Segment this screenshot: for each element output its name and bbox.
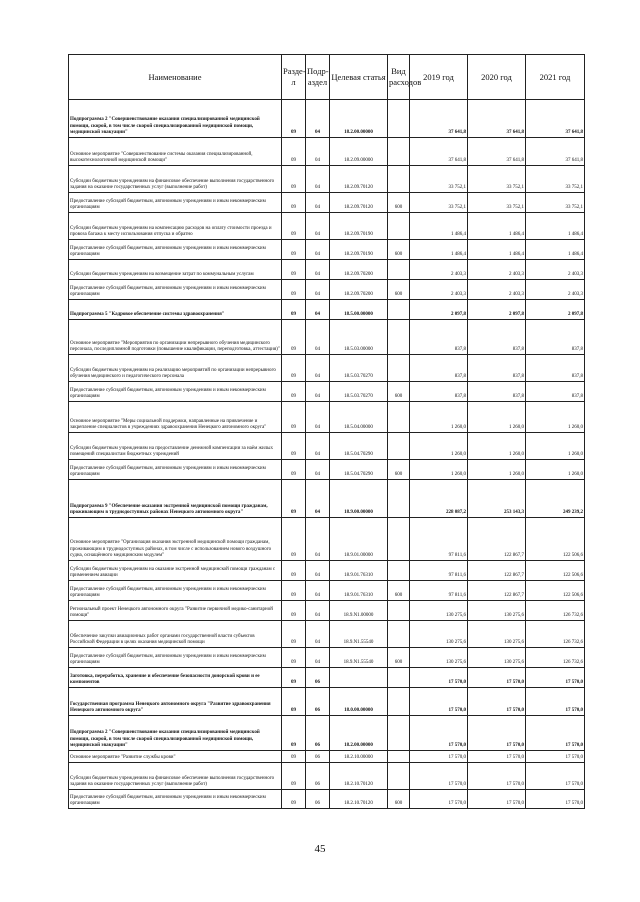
row-2020: 17 570,0 <box>468 790 526 809</box>
row-2020: 33 752,1 <box>468 193 526 213</box>
row-2021: 126 732,6 <box>526 601 585 621</box>
row-target: 18.5.04.00000 <box>330 402 388 433</box>
row-2020: 130 275,6 <box>468 621 526 648</box>
row-razdel: 09 <box>282 213 306 240</box>
row-name: Предоставление субсидий бюджетным, автономным учреждениям и иным некоммерческим организациям <box>69 790 282 809</box>
row-2019: 17 570,0 <box>410 716 468 751</box>
row-vid <box>388 300 410 320</box>
row-vid <box>388 260 410 280</box>
row-vid <box>388 213 410 240</box>
row-podrazdel: 04 <box>306 581 330 601</box>
row-razdel: 09 <box>282 561 306 581</box>
row-razdel: 09 <box>282 240 306 260</box>
row-target: 18.5.04.70290 <box>330 433 388 460</box>
row-2020: 2 097,8 <box>468 300 526 320</box>
row-target: 18.9.01.76310 <box>330 561 388 581</box>
row-target: 18.0.00.00000 <box>330 688 388 716</box>
row-2019: 17 570,0 <box>410 751 468 763</box>
col-header-name: Наименование <box>69 55 282 100</box>
row-name: Основное мероприятие "Мероприятия по организации непрерывного обучения медицинского персонала, последипломной подготовки (повышение квалификации, переподготовка, аттестация)" <box>69 320 282 355</box>
table-row <box>69 138 585 166</box>
row-2020: 37 641,8 <box>468 138 526 166</box>
row-2021: 1 260,0 <box>526 433 585 460</box>
row-2019: 837,8 <box>410 320 468 355</box>
row-2020: 837,8 <box>468 320 526 355</box>
page-number: 45 <box>314 843 326 855</box>
row-2019: 1 260,0 <box>410 402 468 433</box>
row-vid: 600 <box>388 648 410 668</box>
row-vid: 600 <box>388 790 410 809</box>
row-2019: 17 570,0 <box>410 688 468 716</box>
row-target: 18.2.09.70190 <box>330 213 388 240</box>
table-row <box>69 300 585 320</box>
row-vid <box>388 480 410 518</box>
row-2019: 228 087,2 <box>410 480 468 518</box>
row-vid: 600 <box>388 240 410 260</box>
row-podrazdel: 04 <box>306 621 330 648</box>
row-vid <box>388 433 410 460</box>
row-name: Предоставление субсидий бюджетным, автономным учреждениям и иным некоммерческим организациям <box>69 460 282 480</box>
row-2021: 1 486,4 <box>526 213 585 240</box>
row-podrazdel: 04 <box>306 213 330 240</box>
row-name: Субсидии бюджетным учреждениям на предоставление денежной компенсации за наём жилых помещений специалистам бюджетных учреждений <box>69 433 282 460</box>
row-2021: 837,8 <box>526 320 585 355</box>
row-vid: 600 <box>388 581 410 601</box>
row-2021: 2 403,3 <box>526 280 585 300</box>
row-2019: 37 641,8 <box>410 100 468 138</box>
row-target: 18.2.09.70200 <box>330 260 388 280</box>
row-podrazdel: 04 <box>306 100 330 138</box>
row-2021: 37 641,8 <box>526 100 585 138</box>
row-podrazdel: 04 <box>306 320 330 355</box>
row-razdel: 09 <box>282 648 306 668</box>
row-2020: 1 486,4 <box>468 213 526 240</box>
row-vid <box>388 355 410 382</box>
row-2021: 17 570,0 <box>526 688 585 716</box>
row-podrazdel: 04 <box>306 138 330 166</box>
row-podrazdel: 06 <box>306 790 330 809</box>
row-name: Подпрограмма 2 "Совершенствование оказания специализированной медицинской помощи, скорой, в том числе скорой специализированной медицинской помощи, медицинской эвакуации" <box>69 716 282 751</box>
row-razdel: 09 <box>282 581 306 601</box>
row-name: Основное мероприятие "Организация оказания экстренной медицинской помощи гражданам, проживающим в труднодоступных районах, в том числе с использованием нового воздушного судна, оснащённого медицинским модулем" <box>69 518 282 561</box>
row-target: 18.2.09.70120 <box>330 193 388 213</box>
row-2019: 130 275,6 <box>410 648 468 668</box>
row-2020: 130 275,6 <box>468 648 526 668</box>
row-2019: 33 752,1 <box>410 166 468 193</box>
row-2021: 17 570,0 <box>526 751 585 763</box>
row-podrazdel: 04 <box>306 561 330 581</box>
row-name: Подпрограмма 9 "Обеспечение оказания экстренной медицинской помощи гражданам, проживающим в труднодоступных районах Ненецкого автономного округа" <box>69 480 282 518</box>
row-podrazdel: 06 <box>306 751 330 763</box>
row-2020: 1 260,0 <box>468 433 526 460</box>
row-2019: 1 260,0 <box>410 460 468 480</box>
row-razdel: 09 <box>282 193 306 213</box>
col-header-vid: Вид расходов <box>388 55 410 100</box>
row-target: 18.2.10.70120 <box>330 790 388 809</box>
row-podrazdel: 04 <box>306 260 330 280</box>
table-header-row <box>69 55 585 100</box>
row-razdel: 09 <box>282 480 306 518</box>
row-vid: 600 <box>388 382 410 402</box>
row-podrazdel: 04 <box>306 460 330 480</box>
row-name: Подпрограмма 5 "Кадровое обеспечение системы здравоохранения" <box>69 300 282 320</box>
col-header-2019: 2019 год <box>410 55 468 100</box>
col-header-target: Целевая статья <box>330 55 388 100</box>
row-2020: 122 867,7 <box>468 581 526 601</box>
row-razdel: 09 <box>282 402 306 433</box>
table-row <box>69 166 585 193</box>
row-razdel: 09 <box>282 300 306 320</box>
row-2019: 1 486,4 <box>410 240 468 260</box>
row-podrazdel: 06 <box>306 763 330 790</box>
table-row <box>69 601 585 621</box>
row-2021: 126 732,6 <box>526 648 585 668</box>
table-row <box>69 790 585 809</box>
row-name: Предоставление субсидий бюджетным, автономным учреждениям и иным некоммерческим организациям <box>69 280 282 300</box>
row-razdel: 09 <box>282 355 306 382</box>
row-podrazdel: 04 <box>306 280 330 300</box>
row-name: Государственная программа Ненецкого автономного округа "Развитие здравоохранения Ненецкого автономного округа" <box>69 688 282 716</box>
row-2021: 122 506,6 <box>526 561 585 581</box>
row-target: 18.2.00.00000 <box>330 100 388 138</box>
row-2019: 1 486,4 <box>410 213 468 240</box>
table-row <box>69 240 585 260</box>
row-name: Предоставление субсидий бюджетным, автономным учреждениям и иным некоммерческим организациям <box>69 382 282 402</box>
row-2021: 17 570,0 <box>526 668 585 688</box>
row-vid <box>388 138 410 166</box>
table-row <box>69 763 585 790</box>
row-podrazdel: 04 <box>306 355 330 382</box>
row-2021: 1 486,4 <box>526 240 585 260</box>
row-name: Подпрограмма 2 "Совершенствование оказания специализированной медицинской помощи, скорой, в том числе скорой специализированной медицинской помощи, медицинской эвакуации" <box>69 100 282 138</box>
row-2019: 33 752,1 <box>410 193 468 213</box>
row-2020: 122 867,7 <box>468 561 526 581</box>
row-2021: 122 506,6 <box>526 518 585 561</box>
row-razdel: 09 <box>282 166 306 193</box>
row-2021: 837,8 <box>526 355 585 382</box>
row-razdel: 09 <box>282 382 306 402</box>
row-2020: 17 570,0 <box>468 751 526 763</box>
row-2020: 2 403,3 <box>468 260 526 280</box>
row-2019: 837,8 <box>410 382 468 402</box>
row-vid <box>388 402 410 433</box>
row-name: Основное мероприятие "Совершенствование системы оказания специализированной, высокотехнологичной медицинской помощи" <box>69 138 282 166</box>
row-vid <box>388 518 410 561</box>
row-2020: 2 403,3 <box>468 280 526 300</box>
row-target: 18.2.10.00000 <box>330 751 388 763</box>
row-target: 18.2.09.70200 <box>330 280 388 300</box>
col-header-2021: 2021 год <box>526 55 585 100</box>
row-2021: 122 506,6 <box>526 581 585 601</box>
row-podrazdel: 04 <box>306 382 330 402</box>
table-row <box>69 433 585 460</box>
row-2019: 2 097,8 <box>410 300 468 320</box>
row-2019: 2 403,3 <box>410 280 468 300</box>
row-2020: 253 143,3 <box>468 480 526 518</box>
row-razdel: 09 <box>282 518 306 561</box>
budget-table <box>68 54 585 809</box>
table-row <box>69 648 585 668</box>
row-target: 18.2.09.70190 <box>330 240 388 260</box>
row-2021: 2 097,8 <box>526 300 585 320</box>
row-2021: 17 570,0 <box>526 790 585 809</box>
row-2021: 37 641,8 <box>526 138 585 166</box>
table-row <box>69 518 585 561</box>
row-razdel: 09 <box>282 668 306 688</box>
row-2021: 1 260,0 <box>526 460 585 480</box>
row-2019: 97 811,6 <box>410 561 468 581</box>
row-2021: 2 403,3 <box>526 260 585 280</box>
row-2019: 837,8 <box>410 355 468 382</box>
table-row <box>69 402 585 433</box>
row-target: 18.9.01.00000 <box>330 518 388 561</box>
row-2021: 837,8 <box>526 382 585 402</box>
row-target <box>330 668 388 688</box>
row-2020: 1 260,0 <box>468 402 526 433</box>
row-2021: 249 239,2 <box>526 480 585 518</box>
table-row <box>69 751 585 763</box>
table-row <box>69 716 585 751</box>
row-2020: 1 260,0 <box>468 460 526 480</box>
row-2020: 837,8 <box>468 382 526 402</box>
table-row <box>69 480 585 518</box>
row-target: 18.5.03.70270 <box>330 382 388 402</box>
row-podrazdel: 04 <box>306 166 330 193</box>
budget-sheet <box>68 54 584 809</box>
row-target: 18.9.N1.00000 <box>330 601 388 621</box>
row-razdel: 09 <box>282 763 306 790</box>
row-name: Субсидии бюджетным учреждениям на финансовое обеспечение выполнения государственного задания на оказание государственных услуг (выполнение работ) <box>69 763 282 790</box>
row-2021: 1 260,0 <box>526 402 585 433</box>
row-2020: 130 275,6 <box>468 601 526 621</box>
row-vid <box>388 751 410 763</box>
table-row <box>69 581 585 601</box>
row-2021: 126 732,6 <box>526 621 585 648</box>
row-razdel: 09 <box>282 601 306 621</box>
row-vid <box>388 668 410 688</box>
row-podrazdel: 04 <box>306 648 330 668</box>
row-podrazdel: 04 <box>306 402 330 433</box>
row-2019: 17 570,0 <box>410 790 468 809</box>
table-row <box>69 280 585 300</box>
row-2021: 33 752,1 <box>526 193 585 213</box>
row-2020: 837,8 <box>468 355 526 382</box>
table-row <box>69 355 585 382</box>
row-target: 18.9.00.00000 <box>330 480 388 518</box>
row-target: 18.2.09.70120 <box>330 166 388 193</box>
row-2020: 17 570,0 <box>468 688 526 716</box>
row-2021: 33 752,1 <box>526 166 585 193</box>
table-row <box>69 100 585 138</box>
row-2019: 37 641,8 <box>410 138 468 166</box>
row-2020: 1 486,4 <box>468 240 526 260</box>
row-podrazdel: 04 <box>306 601 330 621</box>
row-razdel: 09 <box>282 100 306 138</box>
row-2019: 17 570,0 <box>410 763 468 790</box>
row-razdel: 09 <box>282 460 306 480</box>
row-2020: 33 752,1 <box>468 166 526 193</box>
col-header-podrazdel: Подраздел <box>306 55 330 100</box>
row-2021: 17 570,0 <box>526 716 585 751</box>
row-name: Предоставление субсидий бюджетным, автономным учреждениям и иным некоммерческим организациям <box>69 648 282 668</box>
row-name: Основное мероприятие "Меры социальной поддержки, направленные на привлечение и закрепление специалистов в учреждениях здравоохранения Ненецкого автономного округа" <box>69 402 282 433</box>
row-vid <box>388 601 410 621</box>
row-podrazdel: 04 <box>306 240 330 260</box>
row-name: Субсидии бюджетным учреждениям на компенсацию расходов на оплату стоимости проезда и провоза багажа к месту использования отпуска и обратно <box>69 213 282 240</box>
row-name: Основное мероприятие "Развитие службы крови" <box>69 751 282 763</box>
row-name: Субсидии бюджетным учреждениям на реализацию мероприятий по организации непрерывного обучения медицинского и педагогического персонала <box>69 355 282 382</box>
row-razdel: 09 <box>282 621 306 648</box>
row-name: Субсидии бюджетным учреждениям на оказание экстренной медицинской помощи гражданам с применением авиации <box>69 561 282 581</box>
row-name: Субсидии бюджетным учреждениям на финансовое обеспечение выполнения государственного задания на оказание государственных услуг (выполнение работ) <box>69 166 282 193</box>
row-target: 18.5.03.70270 <box>330 355 388 382</box>
row-podrazdel: 06 <box>306 668 330 688</box>
row-vid <box>388 166 410 193</box>
table-row <box>69 320 585 355</box>
row-vid <box>388 320 410 355</box>
table-row <box>69 213 585 240</box>
row-2019: 1 260,0 <box>410 433 468 460</box>
table-row <box>69 668 585 688</box>
row-vid <box>388 716 410 751</box>
row-target: 18.9.01.76310 <box>330 581 388 601</box>
row-vid <box>388 561 410 581</box>
row-name: Заготовка, переработка, хранение и обеспечение безопасности донорской крови и ее компонентов <box>69 668 282 688</box>
row-name: Субсидии бюджетным учреждениям на возмещение затрат по коммунальным услугам <box>69 260 282 280</box>
table-row <box>69 193 585 213</box>
row-name: Предоставление субсидий бюджетным, автономным учреждениям и иным некоммерческим организациям <box>69 240 282 260</box>
row-podrazdel: 04 <box>306 480 330 518</box>
row-razdel: 09 <box>282 320 306 355</box>
row-target: 18.5.03.00000 <box>330 320 388 355</box>
row-target: 18.2.00.00000 <box>330 716 388 751</box>
col-header-razdel: Раздел <box>282 55 306 100</box>
row-name: Предоставление субсидий бюджетным, автономным учреждениям и иным некоммерческим организациям <box>69 581 282 601</box>
row-vid <box>388 100 410 138</box>
row-name: Региональный проект Ненецкого автономного округа "Развитие первичной медико-санитарной помощи" <box>69 601 282 621</box>
row-2019: 130 275,6 <box>410 601 468 621</box>
row-2020: 37 641,8 <box>468 100 526 138</box>
table-row <box>69 561 585 581</box>
row-razdel: 09 <box>282 138 306 166</box>
table-row <box>69 260 585 280</box>
row-target: 18.9.N1.55540 <box>330 621 388 648</box>
row-podrazdel: 04 <box>306 193 330 213</box>
row-2019: 2 403,3 <box>410 260 468 280</box>
row-podrazdel: 04 <box>306 433 330 460</box>
row-podrazdel: 06 <box>306 688 330 716</box>
row-vid <box>388 763 410 790</box>
row-2020: 17 570,0 <box>468 716 526 751</box>
row-target: 18.2.10.70120 <box>330 763 388 790</box>
table-row <box>69 460 585 480</box>
row-razdel: 09 <box>282 280 306 300</box>
row-razdel: 09 <box>282 688 306 716</box>
row-2021: 17 570,0 <box>526 763 585 790</box>
row-name: Предоставление субсидий бюджетным, автономным учреждениям и иным некоммерческим организациям <box>69 193 282 213</box>
row-razdel: 09 <box>282 433 306 460</box>
row-vid: 600 <box>388 460 410 480</box>
row-vid: 600 <box>388 193 410 213</box>
row-2019: 17 570,0 <box>410 668 468 688</box>
table-row <box>69 688 585 716</box>
row-2020: 17 570,0 <box>468 763 526 790</box>
row-razdel: 09 <box>282 260 306 280</box>
table-row <box>69 382 585 402</box>
row-vid <box>388 688 410 716</box>
row-name: Обеспечение закупки авиационных работ органами государственной власти субъектов Российской Федерации в целях оказания медицинской помощи <box>69 621 282 648</box>
row-podrazdel: 04 <box>306 300 330 320</box>
row-2020: 17 570,0 <box>468 668 526 688</box>
row-target: 18.2.09.00000 <box>330 138 388 166</box>
col-header-2020: 2020 год <box>468 55 526 100</box>
row-podrazdel: 06 <box>306 716 330 751</box>
row-2019: 97 811,6 <box>410 518 468 561</box>
row-2020: 122 867,7 <box>468 518 526 561</box>
row-razdel: 09 <box>282 716 306 751</box>
row-2019: 130 275,6 <box>410 621 468 648</box>
row-target: 18.5.04.70290 <box>330 460 388 480</box>
table-row <box>69 621 585 648</box>
row-vid: 600 <box>388 280 410 300</box>
row-razdel: 09 <box>282 751 306 763</box>
row-2019: 97 811,6 <box>410 581 468 601</box>
row-target: 18.5.00.00000 <box>330 300 388 320</box>
row-podrazdel: 04 <box>306 518 330 561</box>
row-vid <box>388 621 410 648</box>
row-razdel: 09 <box>282 790 306 809</box>
row-target: 18.9.N1.55540 <box>330 648 388 668</box>
